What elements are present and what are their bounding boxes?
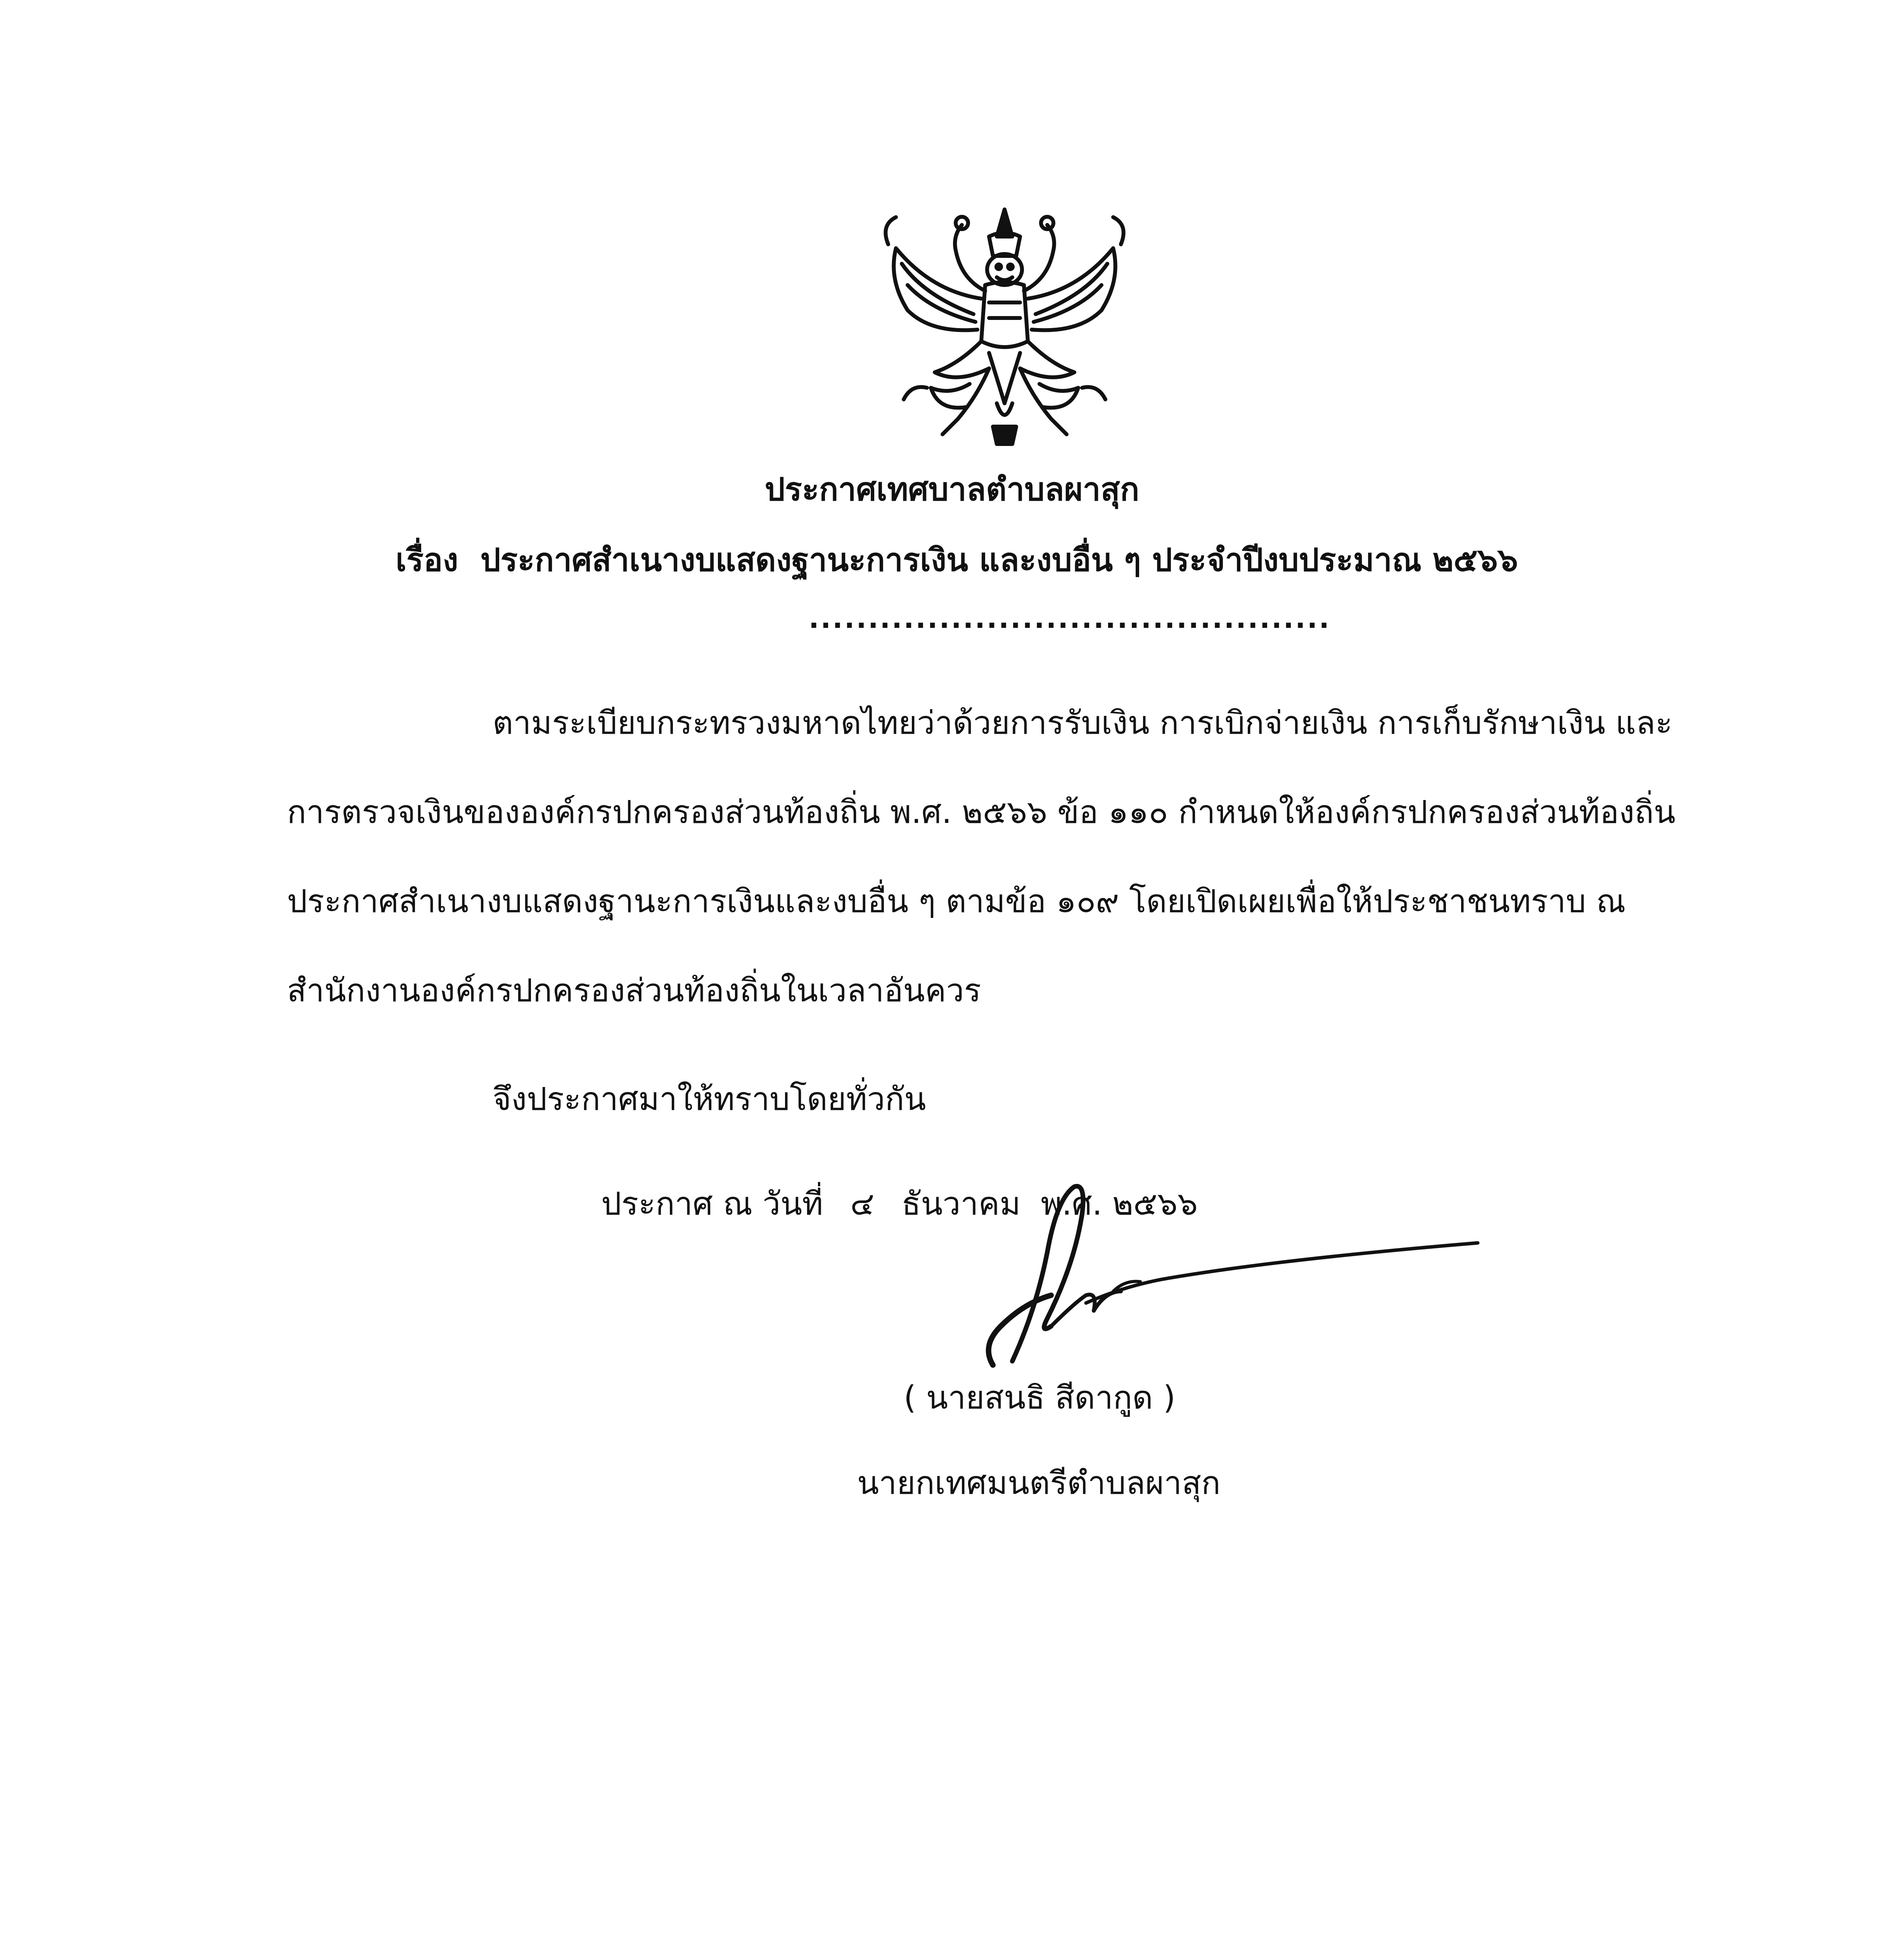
document-subject: [396, 543, 1518, 578]
paragraph-line-3: ประกาศสำเนางบแสดงฐานะการเงินและงบอื่น ๆ ตามข้อ ๑๐๙ โดยเปิดเผยเพื่อให้ประชาชนทราบ ณ: [287, 883, 1626, 920]
document-title: ประกาศเทศบาลตำบลผาสุก: [764, 471, 1140, 508]
subject-label: เรื่อง: [396, 542, 458, 579]
date-month: ธันวาคม: [901, 1186, 1021, 1222]
closing-statement: จึงประกาศมาให้ทราบโดยทั่วกัน: [493, 1081, 926, 1118]
subject-text: ประกาศสำเนางบแสดงฐานะการเงิน และงบอื่น ๆ ประจำปีงบประมาณ ๒๕๖๖: [480, 542, 1518, 579]
signer-name: ( นายสนธิ สีดากูด ): [904, 1379, 1176, 1416]
garuda-emblem-icon: [873, 202, 1136, 450]
title-separator: ............................................: [809, 603, 1331, 634]
signer-position: นายกเทศมนตรีตำบลผาสุก: [857, 1465, 1221, 1502]
handwritten-signature-icon: [958, 1163, 1486, 1381]
date-day: ๔: [850, 1186, 875, 1222]
date-year: พ.ศ. ๒๕๖๖: [1041, 1186, 1198, 1222]
date-prefix: ประกาศ ณ วันที่: [601, 1186, 823, 1222]
paragraph-line-4: สำนักงานองค์กรปกครองส่วนท้องถิ่นในเวลาอันควร: [287, 972, 981, 1009]
paragraph-line-1: ตามระเบียบกระทรวงมหาดไทยว่าด้วยการรับเงิน การเบิกจ่ายเงิน การเก็บรักษาเงิน และ: [493, 705, 1673, 741]
paragraph-line-2: การตรวจเงินขององค์กรปกครองส่วนท้องถิ่น พ.ศ. ๒๕๖๖ ข้อ ๑๑๐ กำหนดให้องค์กรปกครองส่วนท้องถิ่น: [287, 794, 1676, 831]
